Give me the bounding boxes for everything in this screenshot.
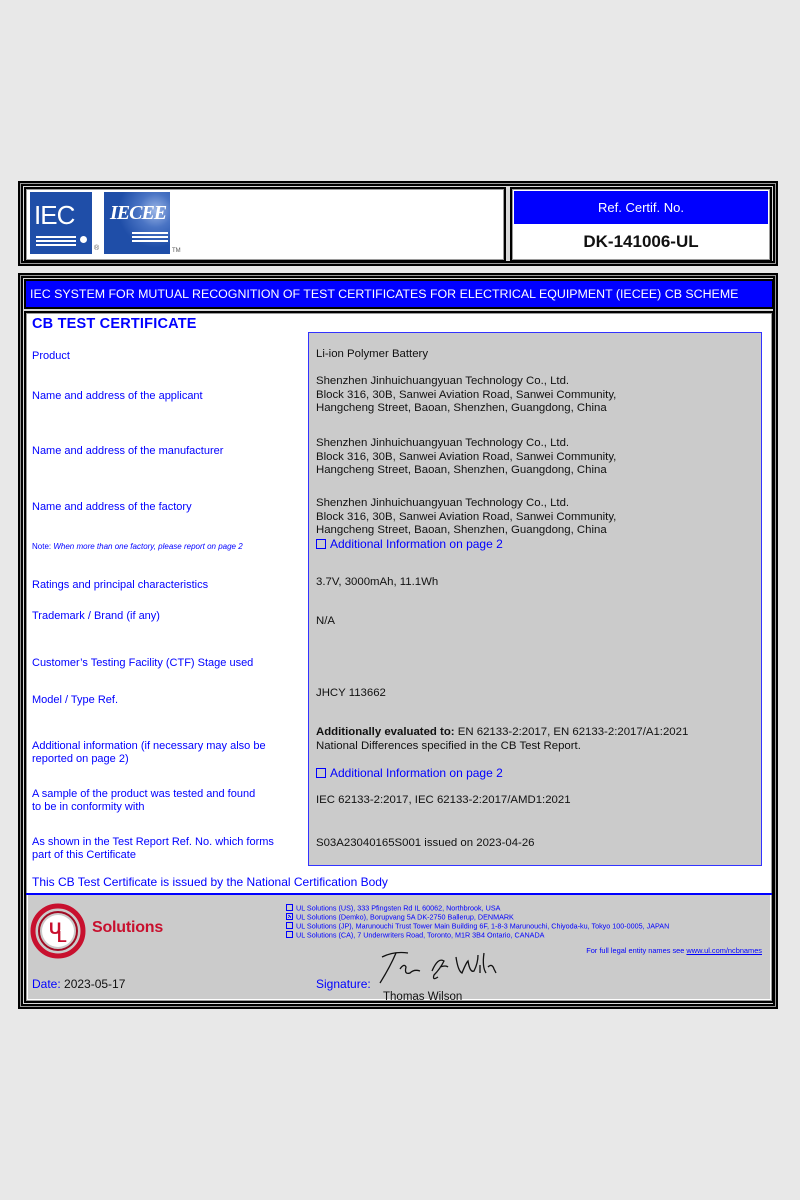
svg-text:L: L: [57, 929, 67, 946]
iecee-logo: IECEE: [104, 192, 170, 254]
value-trademark: N/A: [316, 615, 335, 627]
entity-option-us: UL Solutions (US), 333 Pfingsten Rd IL 60062, Northbrook, USA: [286, 904, 669, 913]
value-additional-info: Additionally evaluated to: EN 62133-2:2017, EN 62133-2:2017/A1:2021 National Differences specified in the CB Test Report.: [316, 726, 689, 752]
value-ratings: 3.7V, 3000mAh, 11.1Wh: [316, 576, 439, 588]
iec-logo-dot: [80, 236, 87, 243]
iecee-logo-lines: [132, 232, 168, 244]
entity-option-jp: UL Solutions (JP), Marunouchi Trust Tower Main Building 6F, 1-8-3 Marunouchi, Chiyoda-ku, Tokyo 100-0005, JAPAN: [286, 922, 669, 931]
certificate-footer: [28, 895, 770, 1003]
entity-option-ca: UL Solutions (CA), 7 Underwriters Road, Toronto, M1R 3B4 Ontario, CANADA: [286, 931, 669, 940]
additional-info-checkbox-factory[interactable]: Additional Information on page 2: [316, 537, 503, 551]
label-factory: Name and address of the factory: [32, 501, 192, 513]
ul-logo-icon: [30, 903, 86, 959]
ul-solutions-wordmark: Solutions: [92, 919, 164, 936]
value-test-report: S03A23040165S001 issued on 2023-04-26: [316, 837, 535, 849]
iec-logo: IEC: [30, 192, 92, 254]
label-model: Model / Type Ref.: [32, 694, 119, 706]
checkbox-icon[interactable]: [316, 539, 326, 549]
additional-info-checkbox-general[interactable]: Additional Information on page 2: [316, 766, 503, 780]
value-applicant: Shenzhen Jinhuichuangyuan Technology Co., Ltd. Block 316, 30B, Sanwei Aviation Road, Sanwei Community, Hangcheng Street, Baoan, Shenzhen, Guangdong, China: [316, 375, 617, 415]
label-ctf-stage: Customer’s Testing Facility (CTF) Stage used: [32, 657, 254, 669]
checked-checkbox-icon: [286, 913, 293, 920]
certificate-content: [24, 311, 774, 1003]
checkbox-icon: [286, 904, 293, 911]
label-conformity: A sample of the product was tested and found to be in conformity with: [32, 788, 256, 813]
legal-entity-note: For full legal entity names see www.ul.com/ncbnames: [586, 946, 762, 955]
ncb-names-link[interactable]: www.ul.com/ncbnames: [686, 946, 762, 955]
label-ratings: Ratings and principal characteristics: [32, 579, 209, 591]
checkbox-icon: [286, 922, 293, 929]
ref-certif-number: DK-141006-UL: [583, 232, 699, 251]
value-conformity-standards: IEC 62133-2:2017, IEC 62133-2:2017/AMD1:2021: [316, 794, 571, 806]
label-manufacturer: Name and address of the manufacturer: [32, 445, 224, 457]
certificate-body: [18, 273, 778, 1009]
trademark-mark: TM: [172, 248, 181, 254]
iec-logo-lines: [36, 236, 76, 248]
label-product: Product: [32, 350, 70, 362]
issued-by-statement: This CB Test Certificate is issued by the National Certification Body: [32, 875, 388, 889]
signature-label: Signature:: [316, 977, 371, 991]
registered-mark: ®: [94, 245, 100, 252]
entity-option-demko: UL Solutions (Demko), Borupvang 5A DK-2750 Ballerup, DENMARK: [286, 913, 669, 922]
value-model: JHCY 113662: [316, 687, 386, 699]
ref-certif-label: Ref. Certif. No.: [514, 191, 768, 224]
reference-box: [510, 187, 772, 262]
certificate-header: [18, 181, 778, 266]
signatory-name: Thomas Wilson: [383, 991, 463, 1003]
checkbox-icon[interactable]: [316, 768, 326, 778]
certificate-title: CB TEST CERTIFICATE: [32, 316, 197, 332]
value-product: Li-ion Polymer Battery: [316, 348, 429, 360]
label-applicant: Name and address of the applicant: [32, 390, 203, 402]
value-factory: Shenzhen Jinhuichuangyuan Technology Co., Ltd. Block 316, 30B, Sanwei Aviation Road, Sanwei Community, Hangcheng Street, Baoan, Shenzhen, Guangdong, China: [316, 497, 617, 537]
svg-text:U: U: [49, 919, 62, 938]
label-test-report: As shown in the Test Report Ref. No. which forms part of this Certificate: [32, 836, 274, 861]
scheme-title-bar: IEC SYSTEM FOR MUTUAL RECOGNITION OF TEST CERTIFICATES FOR ELECTRICAL EQUIPMENT (IECEE) CB SCHEME: [24, 279, 774, 309]
signature-icon: [374, 947, 504, 987]
logo-area: [24, 187, 506, 262]
checkbox-icon: [286, 931, 293, 938]
label-additional-info: Additional information (if necessary may also be reported on page 2): [32, 740, 266, 765]
issue-date: Date: 2023-05-17: [32, 977, 126, 991]
label-trademark: Trademark / Brand (if any): [32, 610, 160, 622]
factory-note: Note: When more than one factory, please report on page 2: [32, 542, 243, 551]
ul-entity-list: [286, 904, 669, 940]
value-manufacturer: Shenzhen Jinhuichuangyuan Technology Co., Ltd. Block 316, 30B, Sanwei Aviation Road, Sanwei Community, Hangcheng Street, Baoan, Shenzhen, Guangdong, China: [316, 437, 617, 477]
